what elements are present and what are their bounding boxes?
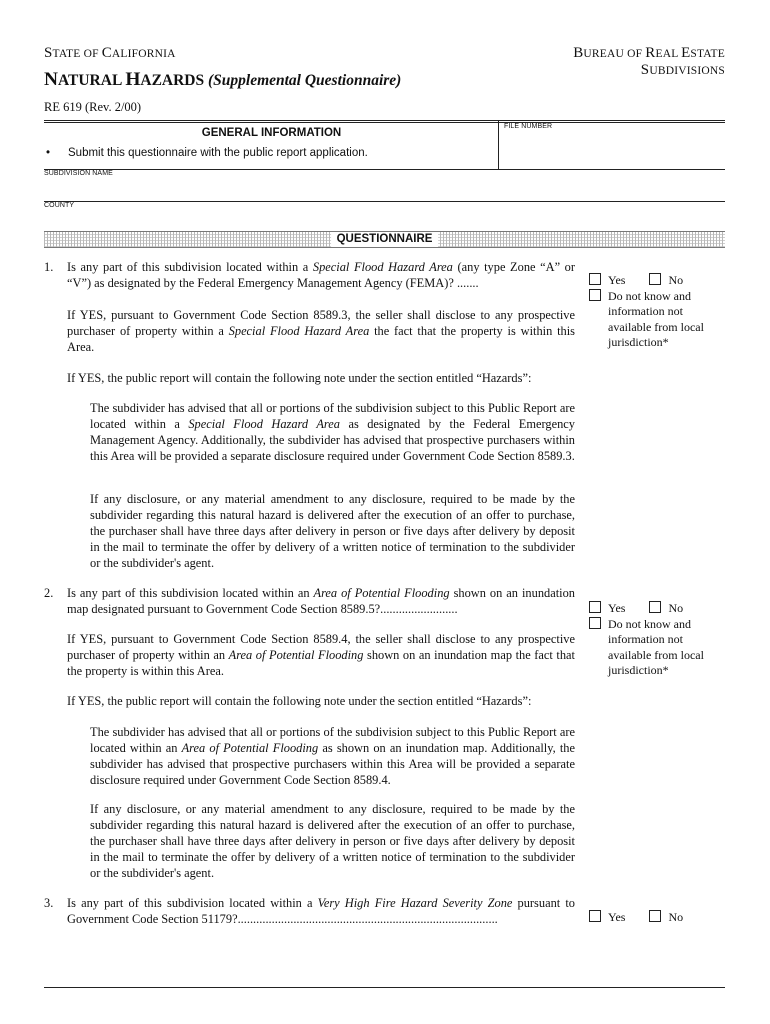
question-2-note: The subdivider has advised that all or portions of the subdivision subject to this Public Report are located within an Area of Potential Flooding as shown on an inundation map. Additionally, the subdivider has advised that prospective purchasers within this Area will be provided a separate disclosure required under Government Code Section 8589.4. <box>90 725 575 787</box>
q2-unknown-checkbox[interactable] <box>589 617 601 629</box>
q2-yes-label: Yes <box>608 601 626 615</box>
questionnaire-title: QUESTIONNAIRE <box>331 232 439 247</box>
q1-unknown-checkbox[interactable] <box>589 289 601 301</box>
q2-unknown-label: Do not know and <box>608 616 691 631</box>
question-2-choices <box>589 601 704 679</box>
q1-yes-checkbox[interactable] <box>589 273 601 285</box>
q2-unknown-label-cont: information not <box>608 632 683 646</box>
q1-unknown-label-cont: available from local <box>608 319 704 334</box>
questionnaire-header-band <box>44 231 725 248</box>
question-1-disclosure: If YES, pursuant to Government Code Section 8589.3, the seller shall disclose to any prospective purchaser of property within a Special Flood Hazard Area the fact that the property is within this Area. <box>67 308 575 354</box>
subdivision-name-field[interactable] <box>44 169 725 170</box>
q3-no-checkbox[interactable] <box>649 910 661 922</box>
general-info-instruction: • Submit this questionnaire with the public report application. <box>46 147 368 159</box>
general-info-title: GENERAL INFORMATION <box>201 127 342 139</box>
q2-no-label: No <box>668 601 684 615</box>
question-1-amendment: If any disclosure, or any material amendment to any disclosure, required to be made by the subdivider regarding this natural hazard is delivered after the execution of an offer to purchase, the purchaser shall have three days after delivery in person or five days after delivery by deposit in the mail to terminate the offer by delivery of a written notice of termination to the subdivider or the subdivider's agent. <box>90 492 575 570</box>
q2-unknown-label-cont: jurisdiction* <box>608 663 669 677</box>
question-1: 1. Is any part of this subdivision located within a Special Flood Hazard Area (any type Zone “A” or “V”) as designated by the Federal Emergency Management Agency (FEMA)? ....... <box>44 260 575 290</box>
bottom-rule <box>44 987 725 988</box>
question-2: 2. Is any part of this subdivision located within an Area of Potential Flooding shown on an inundation map designated pursuant to Government Code Section 8589.5?......................... <box>44 586 575 616</box>
question-3-choices <box>589 910 683 926</box>
county-label: COUNTY <box>44 202 75 209</box>
question-2-disclosure: If YES, pursuant to Government Code Section 8589.4, the seller shall disclose to any prospective purchaser of property within an Area of Potential Flooding shown on an inundation map the fact that the property is within this Area. <box>67 632 575 678</box>
agency-name-left: STATE OF CALIFORNIA <box>44 45 176 61</box>
q1-unknown-label-cont: jurisdiction* <box>608 335 669 349</box>
document-title: NATURAL HAZARDS (Supplemental Questionnaire) <box>44 69 402 90</box>
top-double-rule <box>44 120 725 123</box>
q1-unknown-label: Do not know and <box>608 288 691 303</box>
question-1-choices <box>589 273 704 351</box>
county-field[interactable] <box>44 201 725 202</box>
q3-yes-label: Yes <box>608 910 626 924</box>
form-number: RE 619 (Rev. 2/00) <box>44 100 142 114</box>
q1-yes-label: Yes <box>608 273 626 287</box>
q2-no-checkbox[interactable] <box>649 601 661 613</box>
q1-no-checkbox[interactable] <box>649 273 661 285</box>
q1-no-label: No <box>668 273 684 287</box>
subdivision-name-label: SUBDIVISION NAME <box>44 170 113 177</box>
q2-yes-checkbox[interactable] <box>589 601 601 613</box>
question-1-note-intro: If YES, the public report will contain the following note under the section entitled “Hazards”: <box>67 371 532 385</box>
file-number-label: FILE NUMBER <box>504 123 553 130</box>
question-2-amendment: If any disclosure, or any material amendment to any disclosure, required to be made by the subdivider regarding this natural hazard is delivered after the execution of an offer to purchase, the purchaser shall have three days after delivery in person or five days after delivery by deposit in the mail to terminate the offer by delivery of a written notice of termination to the subdivider or the subdivider's agent. <box>90 802 575 880</box>
question-2-note-intro: If YES, the public report will contain the following note under the section entitled “Hazards”: <box>67 694 532 708</box>
question-3: 3. Is any part of this subdivision located within a Very High Fire Hazard Severity Zone pursuant to Government Code Section 51179?.................................................................................... <box>44 896 575 926</box>
agency-name-right: BUREAU OF REAL ESTATE SUBDIVISIONS <box>573 45 725 78</box>
q1-unknown-label-cont: information not <box>608 304 683 318</box>
q3-no-label: No <box>668 910 684 924</box>
question-1-note: The subdivider has advised that all or portions of the subdivision subject to this Public Report are located within a Special Flood Hazard Area as designated by the Federal Emergency Management Agency. Additionally, the subdivider has advised that prospective purchasers within this Area will be provided a separate disclosure required under Government Code Section 8589.3. <box>90 401 575 463</box>
q2-unknown-label-cont: available from local <box>608 647 704 662</box>
q3-yes-checkbox[interactable] <box>589 910 601 922</box>
